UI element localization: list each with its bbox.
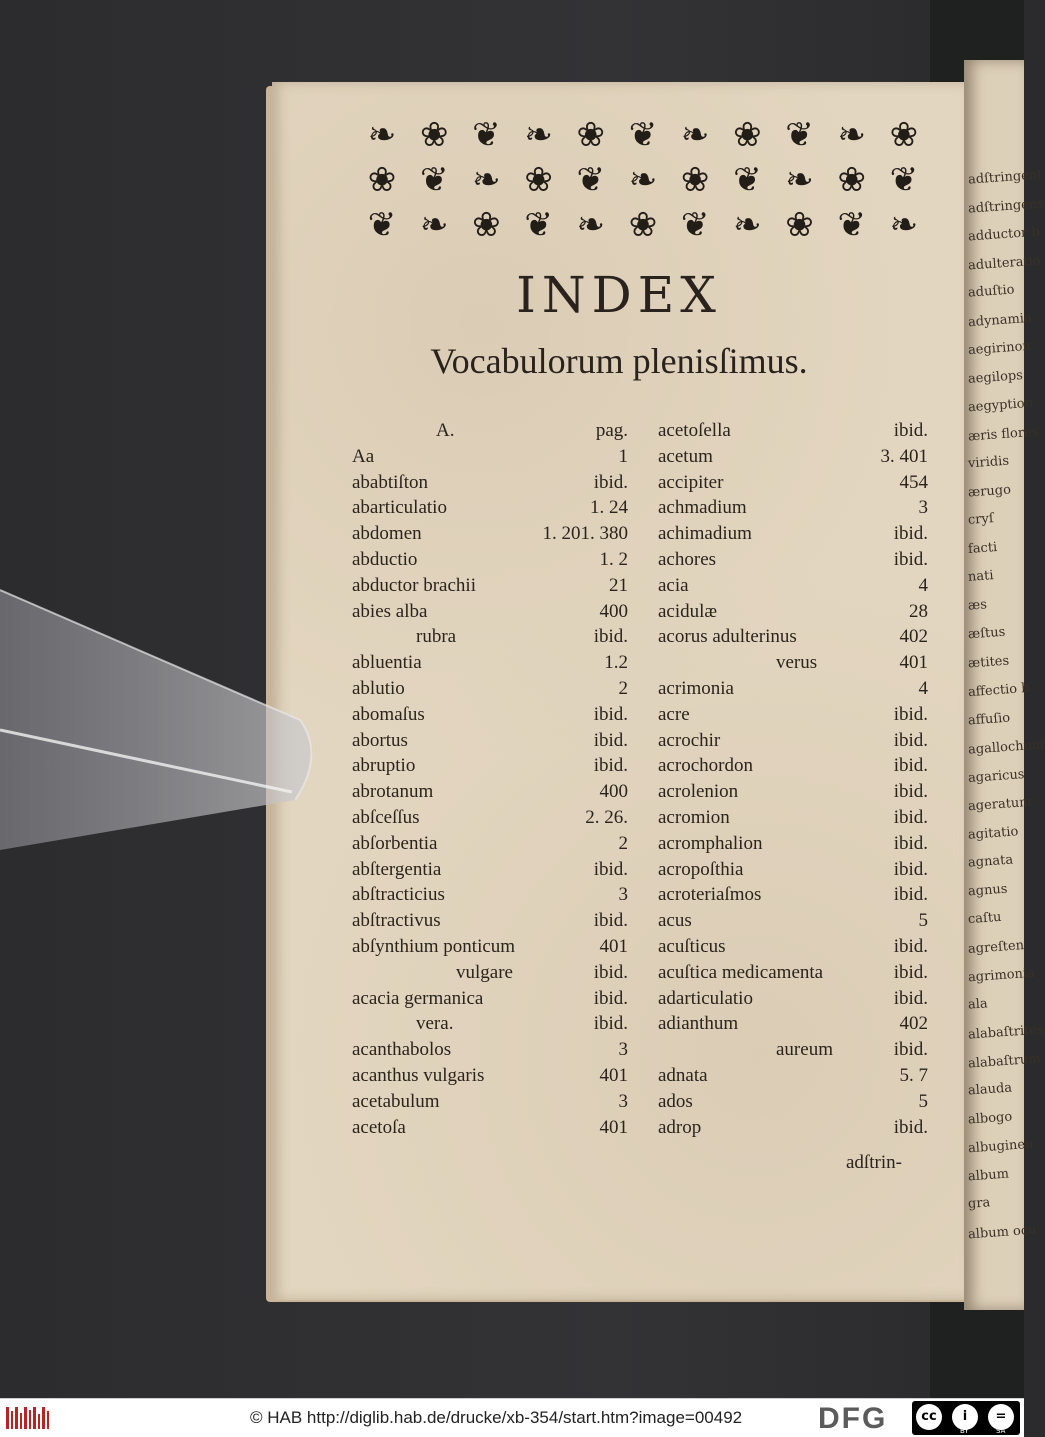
facing-page-word: alabaſtrum [967,1050,1042,1072]
page-reference: 4 [918,574,928,596]
page-reference: 5. 7 [899,1064,928,1086]
page-reference: 401 [599,1116,628,1138]
index-entry [352,986,628,1012]
index-term: acrimonia [658,677,734,699]
index-term: abluentia [352,652,422,674]
index-entry [352,1115,628,1141]
index-entry [352,960,628,986]
index-entry [658,1115,928,1141]
index-entry [658,960,928,986]
page-reference: ibid. [893,781,928,803]
plexiglass-page-holder [0,590,320,850]
facing-page-word: æſtus [967,624,1006,643]
index-entry [658,728,928,754]
page-reference: ibid. [593,910,628,932]
fleuron-icon: ❦ [785,114,814,155]
index-entry [658,1037,928,1063]
index-term: abſtergentia [352,858,442,880]
index-entry [352,418,628,444]
source-link[interactable]: © HAB http://diglib.hab.de/drucke/xb-354/start.htm?image=00492 [250,1408,743,1427]
page-reference: ibid. [593,626,628,648]
page-reference: pag. [595,420,628,441]
index-term: acetoſa [352,1116,406,1138]
page-reference: ibid. [593,858,628,880]
hab-barcode-logo-icon [6,1405,50,1431]
index-column-left [352,418,628,1140]
index-term: abomaſus [352,703,425,725]
facing-page-word: ageratum [967,794,1033,815]
fleuron-icon: ❀ [785,204,814,245]
index-entry [352,728,628,754]
index-entry [352,650,628,676]
page-reference: 28 [909,600,928,622]
page-reference: 3 [918,497,928,519]
index-entry [658,624,928,650]
index-entry [352,470,628,496]
index-term: abortus [352,729,408,751]
catchword: adſtrin- [846,1152,902,1173]
index-entry [352,676,628,702]
page-reference: ibid. [893,832,928,854]
cc-icon: cc [916,1404,942,1430]
index-term: acrolenion [658,781,739,803]
facing-page-word: affuſio [967,710,1011,728]
facing-page-word: affectio b [967,680,1031,701]
index-term: acuſticus [658,935,726,957]
index-term: verus [776,652,818,674]
index-entry [352,521,628,547]
index-term: acrochir [658,729,721,751]
index-entry [352,908,628,934]
index-term: A. [436,420,455,441]
fleuron-icon: ❀ [524,159,553,200]
index-term: acroteriaſmos [658,884,762,906]
page-reference: 401 [599,935,628,957]
fleuron-icon: ❦ [524,204,553,245]
index-term: acorus adulterinus [658,626,797,648]
attribution-icon: i [952,1404,978,1430]
index-entry [658,779,928,805]
index-term: acacia germanica [352,987,484,1009]
page-reference: 5 [918,910,928,932]
fleuron-icon: ❦ [576,159,605,200]
index-term: abrotanum [352,781,434,803]
index-term: Aa [352,445,375,467]
index-entry [352,1089,628,1115]
index-entry [658,831,928,857]
index-term: abductor brachii [352,574,476,596]
footer-bar [0,1398,1024,1437]
page-title: INDEX [516,266,722,324]
index-entry [658,650,928,676]
fleuron-icon: ❧ [785,159,814,200]
index-term: acrochordon [658,755,753,777]
index-term: acetoſella [658,420,731,441]
index-term: adianthum [658,1013,739,1035]
page-reference: ibid. [593,1013,628,1035]
index-entry [352,779,628,805]
index-entry [352,1063,628,1089]
index-term: ablutio [352,677,405,699]
page-reference: 402 [899,1013,928,1035]
index-column-right [658,418,928,1140]
index-entry [352,495,628,521]
index-term: acetum [658,445,713,467]
index-term: abſynthium ponticum [352,935,516,957]
index-term: abdomen [352,523,422,545]
fleuron-icon: ❀ [889,114,919,155]
page-subtitle: Vocabulorum plenisſimus. [430,341,808,381]
facing-page-word: aegilops [967,367,1024,387]
fleuron-icon: ❀ [628,204,658,245]
index-entry [658,1011,928,1037]
index-term: rubra [416,626,457,648]
index-term: adrop [658,1116,702,1138]
page-reference: ibid. [893,1039,928,1061]
page-reference: ibid. [893,548,928,570]
fleuron-icon: ❀ [680,159,710,200]
facing-page-word: album ocu [967,1222,1037,1242]
fleuron-icon: ❀ [733,114,762,155]
index-entry [658,702,928,728]
index-entry [352,573,628,599]
facing-page-word: adſtringens [967,195,1045,217]
page-reference: ibid. [893,1116,928,1138]
index-term: acuſtica medicamenta [658,961,824,983]
page-reference: 4 [918,677,928,699]
fleuron-icon: ❧ [419,204,449,245]
facing-page-word: nati [967,568,995,585]
page-reference: 3 [618,884,628,906]
index-term: acanthus vulgaris [352,1064,485,1086]
fleuron-icon: ❦ [837,204,866,245]
facing-page-word: cryſ [967,511,995,528]
fleuron-icon: ❀ [576,114,605,155]
index-term: vera. [416,1013,454,1035]
page-reference: 2. 26. [585,806,628,828]
facing-page-word: aegirinon [967,338,1032,359]
index-entry [658,805,928,831]
page-reference: ibid. [593,471,628,493]
fleuron-icon: ❦ [367,204,397,245]
page-reference: 400 [599,781,628,803]
page-reference: 3 [618,1090,628,1112]
page-reference: 2 [618,832,628,854]
index-term: abruptio [352,755,416,777]
index-term: acromphalion [658,832,763,854]
index-term: achores [658,548,717,570]
page-reference: 1. 201. 380 [542,523,628,545]
page-reference: ibid. [893,755,928,777]
page-reference: ibid. [893,987,928,1009]
index-term: abſceſſus [352,806,420,828]
page-reference: 3. 401 [880,445,928,467]
page-reference: 402 [899,626,928,648]
facing-page-word: viridis [967,453,1010,472]
facing-page-word: aduſtio [967,282,1015,301]
index-term: ados [658,1090,693,1112]
page-reference: ibid. [893,523,928,545]
decorative-border-ornament [360,112,926,248]
index-entry [658,470,928,496]
fleuron-icon: ❧ [889,204,919,245]
index-term: accipiter [658,471,724,493]
facing-page-word: adynamia [967,310,1033,330]
facing-page-word: ala [967,995,989,1013]
facing-page-word: ærugo [967,482,1012,500]
facing-page-word: adulteratio [967,252,1042,274]
index-entry [352,1037,628,1063]
ornament-row [360,112,926,157]
index-term: acre [658,703,690,725]
index-entry [658,599,928,625]
facing-page-word: agallochum [967,737,1045,758]
facing-page-word: ætites [967,653,1010,671]
page-reference: 401 [599,1064,628,1086]
facing-page-word: agitatio [967,823,1019,843]
facing-page-word: album [967,1166,1010,1184]
fleuron-icon: ❧ [628,159,658,200]
page-reference: 1. 2 [599,548,628,570]
facing-page-word: aegyption [967,395,1034,416]
index-entry [352,1011,628,1037]
page-reference: ibid. [593,729,628,751]
index-term: ababtiſton [352,471,428,493]
fleuron-icon: ❧ [367,114,397,155]
page-reference: ibid. [893,858,928,880]
index-entry [658,521,928,547]
page-reference: ibid. [593,703,628,725]
index-entry [658,882,928,908]
page-reference: ibid. [893,806,928,828]
index-entry [352,805,628,831]
index-entry [658,573,928,599]
fleuron-icon: ❧ [576,204,605,245]
index-entry [658,1063,928,1089]
index-term: vulgare [456,961,513,983]
sa-label: SA [996,1427,1006,1435]
index-term: acropoſthia [658,858,744,880]
fleuron-icon: ❀ [472,204,501,245]
index-entry [658,986,928,1012]
fleuron-icon: ❧ [472,159,501,200]
facing-page-word: adſtringent [967,167,1043,188]
page-reference: 1 [618,445,628,467]
page-reference: ibid. [593,961,628,983]
facing-page-word: agaricus [967,766,1025,786]
index-entry [352,857,628,883]
fleuron-icon: ❧ [837,114,866,155]
ornament-row [360,157,926,202]
fleuron-icon: ❦ [472,114,501,155]
index-entry [352,444,628,470]
index-entry [658,857,928,883]
index-term: abductio [352,548,418,570]
index-entry [658,908,928,934]
index-entry [352,882,628,908]
ornament-row [360,202,926,247]
index-term: achmadium [658,497,747,519]
by-label: BY [960,1427,969,1435]
facing-page-word: adductor b [967,224,1041,245]
page-reference: ibid. [893,729,928,751]
index-term: achimadium [658,523,752,545]
index-term: acus [658,910,692,932]
index-entry [658,753,928,779]
page-reference: ibid. [893,884,928,906]
fleuron-icon: ❧ [524,114,553,155]
index-term: acanthabolos [352,1039,452,1061]
facing-page-word: agrimonia [967,965,1036,986]
facing-page-word: albogo [967,1108,1013,1128]
page-reference: 2 [618,677,628,699]
index-entry [352,934,628,960]
facing-page-word: æris flores [967,424,1039,444]
index-term: abſtracticius [352,884,445,906]
facing-page [964,60,1045,1310]
index-term: abies alba [352,600,428,622]
index-entry [658,676,928,702]
page-reference: 401 [899,652,928,674]
index-entry [658,934,928,960]
fleuron-icon: ❀ [419,114,449,155]
page-reference: ibid. [893,420,928,441]
index-term: adnata [658,1064,708,1086]
page-reference: ibid. [593,987,628,1009]
facing-page-word: agnata [967,852,1014,871]
facing-page-word: facti [967,539,998,557]
page-reference: 400 [599,600,628,622]
fleuron-icon: ❀ [837,159,866,200]
page-reference: 1.2 [604,652,628,674]
page-reference: 454 [899,471,928,493]
index-term: acromion [658,806,730,828]
fleuron-icon: ❦ [419,159,449,200]
index-term: acidulæ [658,600,718,622]
page-reference: ibid. [593,755,628,777]
dfg-logo: DFG [818,1402,888,1435]
index-term: acia [658,574,689,596]
page-reference: ibid. [893,935,928,957]
facing-page-word: albugineu [967,1136,1034,1157]
page-reference: 21 [609,574,628,596]
facing-page-word: gra [967,1195,991,1212]
index-entry [658,418,928,444]
page-reference: 1. 24 [590,497,628,519]
index-entry [352,753,628,779]
facing-page-word: alabaſtrites [967,1022,1045,1043]
fleuron-icon: ❦ [680,204,710,245]
index-entry [352,702,628,728]
index-entry [658,495,928,521]
index-entry [658,547,928,573]
index-term: abarticulatio [352,497,447,519]
page-reference: ibid. [893,961,928,983]
index-entry [658,1089,928,1115]
index-entry [658,444,928,470]
cc-license-badge[interactable] [912,1401,1020,1435]
index-term: abſorbentia [352,832,438,854]
share-alike-icon: = [988,1404,1014,1430]
page-reference: 3 [618,1039,628,1061]
fleuron-icon: ❧ [680,114,710,155]
index-term: acetabulum [352,1090,440,1112]
index-term: aureum [776,1039,833,1061]
fleuron-icon: ❦ [733,159,762,200]
fleuron-icon: ❦ [628,114,658,155]
facing-page-word: caſtu [967,909,1002,928]
facing-page-word: agnus [967,881,1008,899]
page-reference: 5 [918,1090,928,1112]
fleuron-icon: ❦ [889,159,919,200]
index-entry [352,599,628,625]
fleuron-icon: ❀ [367,159,397,200]
index-term: adarticulatio [658,987,753,1009]
index-term: abſtractivus [352,910,441,932]
index-entry [352,547,628,573]
index-entry [352,831,628,857]
index-entry [352,624,628,650]
page-reference: ibid. [893,703,928,725]
facing-page-word: agreſten [967,937,1025,957]
fleuron-icon: ❧ [733,204,762,245]
facing-page-word: æs [967,596,988,614]
facing-page-word: alauda [967,1080,1013,1099]
